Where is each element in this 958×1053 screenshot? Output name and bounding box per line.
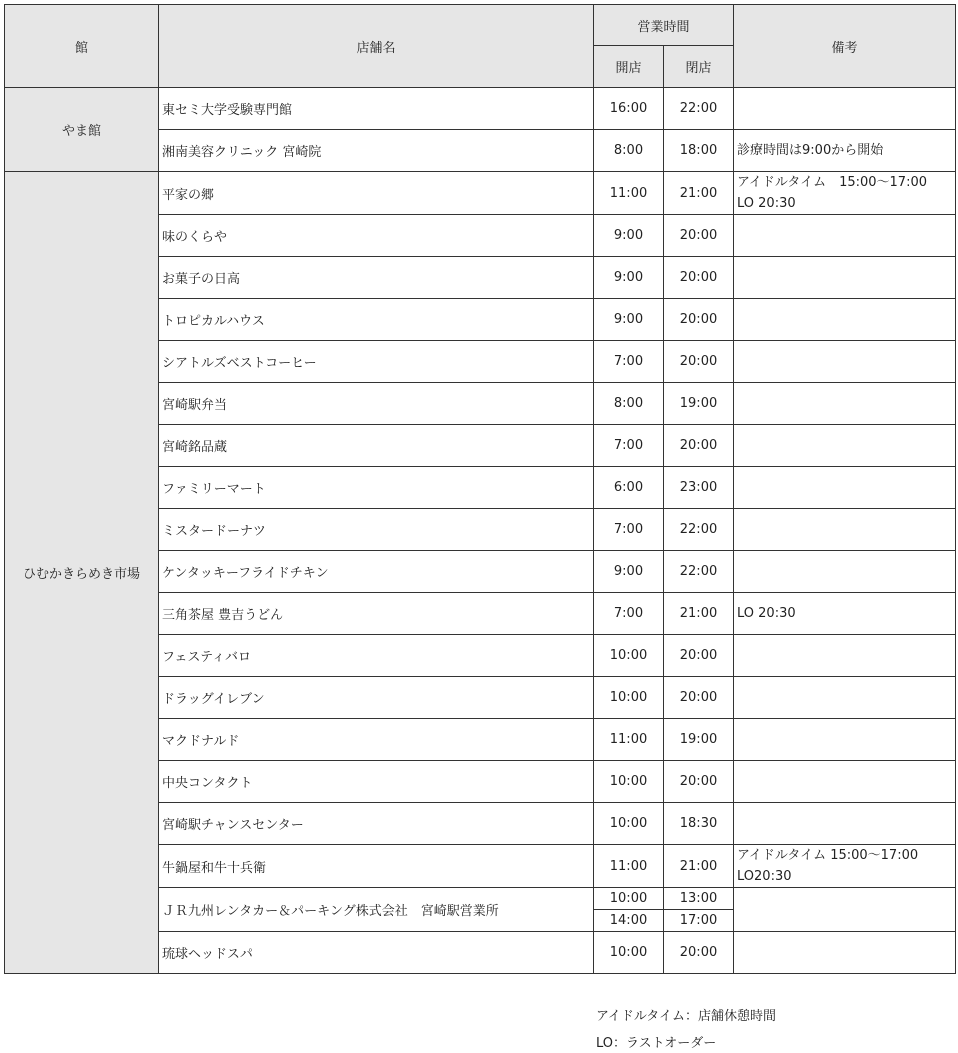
store-name: ミスタードーナツ: [159, 509, 594, 551]
close-time: 22:00: [664, 509, 734, 551]
store-name: シアトルズベストコーヒー: [159, 341, 594, 383]
table-row: [5, 88, 956, 130]
store-name: 味のくらや: [159, 215, 594, 257]
store-name: 宮崎駅チャンスセンター: [159, 803, 594, 845]
close-time: [664, 888, 734, 932]
close-time: 20:00: [664, 341, 734, 383]
store-name: ケンタッキーフライドチキン: [159, 551, 594, 593]
open-time: 16:00: [594, 88, 664, 130]
store-name: 琉球ヘッドスパ: [159, 932, 594, 974]
open-time: 9:00: [594, 257, 664, 299]
open-time: 11:00: [594, 172, 664, 215]
note: [734, 551, 956, 593]
close-time: 23:00: [664, 467, 734, 509]
note: [734, 425, 956, 467]
open-time: 7:00: [594, 425, 664, 467]
open-time: 10:00: [594, 761, 664, 803]
note: [734, 761, 956, 803]
note: [734, 257, 956, 299]
close-time: 20:00: [664, 761, 734, 803]
store-name: 平家の郷: [159, 172, 594, 215]
open-time: 8:00: [594, 130, 664, 172]
open-time: 7:00: [594, 341, 664, 383]
note: [734, 467, 956, 509]
store-name: お菓子の日高: [159, 257, 594, 299]
note: [734, 635, 956, 677]
close-time: 18:30: [664, 803, 734, 845]
store-name: マクドナルド: [159, 719, 594, 761]
note-line: LO20:30: [737, 869, 792, 884]
close-time: 22:00: [664, 88, 734, 130]
close-time: 20:00: [664, 677, 734, 719]
store-hours-table: [4, 4, 956, 974]
open-time: 9:00: [594, 299, 664, 341]
open-time-second: 14:00: [609, 913, 648, 928]
close-time: 18:00: [664, 130, 734, 172]
open-time: 11:00: [594, 719, 664, 761]
header-store-name: 店舗名: [159, 5, 594, 88]
legend-last-order: LO：ラストオーダー: [596, 1036, 717, 1051]
open-time: 10:00: [594, 932, 664, 974]
hall-yama: やま館: [5, 88, 159, 172]
note: [734, 845, 956, 888]
legend-idle-time: アイドルタイム：店舗休憩時間: [596, 1009, 777, 1024]
open-time: 7:00: [594, 509, 664, 551]
note: [734, 803, 956, 845]
note: [734, 172, 956, 215]
close-time: 20:00: [664, 257, 734, 299]
store-name: ドラッグイレブン: [159, 677, 594, 719]
store-name: 湘南美容クリニック 宮崎院: [159, 130, 594, 172]
open-time: 9:00: [594, 215, 664, 257]
note: [734, 299, 956, 341]
close-time: 19:00: [664, 719, 734, 761]
note: [734, 932, 956, 974]
open-time: 6:00: [594, 467, 664, 509]
open-time: [594, 888, 664, 932]
store-name: 宮崎駅弁当: [159, 383, 594, 425]
close-time: 21:00: [664, 845, 734, 888]
note: [734, 677, 956, 719]
close-time: 20:00: [664, 635, 734, 677]
header-open: 開店: [594, 46, 664, 88]
open-time: 9:00: [594, 551, 664, 593]
note: LO 20:30: [734, 593, 956, 635]
header-hall: 館: [5, 5, 159, 88]
open-time: 7:00: [594, 593, 664, 635]
open-time: 11:00: [594, 845, 664, 888]
note: [734, 509, 956, 551]
close-time: 21:00: [664, 172, 734, 215]
store-name: 牛鍋屋和牛十兵衛: [159, 845, 594, 888]
note: 診療時間は9:00から開始: [734, 130, 956, 172]
note: [734, 719, 956, 761]
store-name: 中央コンタクト: [159, 761, 594, 803]
note-line: アイドルタイム 15:00〜17:00: [737, 175, 927, 190]
open-time: 10:00: [594, 677, 664, 719]
header-note: 備考: [734, 5, 956, 88]
store-name: 東セミ大学受験専門館: [159, 88, 594, 130]
store-name: 宮崎銘品蔵: [159, 425, 594, 467]
store-name: トロピカルハウス: [159, 299, 594, 341]
note: [734, 888, 956, 932]
note: [734, 383, 956, 425]
close-time: 22:00: [664, 551, 734, 593]
open-time: 10:00: [594, 803, 664, 845]
header-close: 閉店: [664, 46, 734, 88]
close-time: 20:00: [664, 299, 734, 341]
note: [734, 88, 956, 130]
table-row: [5, 172, 956, 215]
hall-himuka: ひむかきらめき市場: [5, 172, 159, 974]
close-time-first: 13:00: [664, 888, 733, 910]
close-time-second: 17:00: [679, 913, 718, 928]
note: [734, 215, 956, 257]
store-name: ＪＲ九州レンタカー＆パーキング株式会社 宮崎駅営業所: [159, 888, 594, 932]
note-line: LO 20:30: [737, 196, 796, 211]
close-time: 21:00: [664, 593, 734, 635]
close-time: 20:00: [664, 932, 734, 974]
store-name: 三角茶屋 豊吉うどん: [159, 593, 594, 635]
store-name: ファミリーマート: [159, 467, 594, 509]
store-name: フェスティバロ: [159, 635, 594, 677]
note: [734, 341, 956, 383]
close-time: 19:00: [664, 383, 734, 425]
close-time: 20:00: [664, 215, 734, 257]
open-time: 8:00: [594, 383, 664, 425]
open-time-first: 10:00: [594, 888, 663, 910]
header-business-hours: 営業時間: [594, 5, 734, 46]
close-time: 20:00: [664, 425, 734, 467]
open-time: 10:00: [594, 635, 664, 677]
note-line: アイドルタイム 15:00〜17:00: [737, 848, 919, 863]
